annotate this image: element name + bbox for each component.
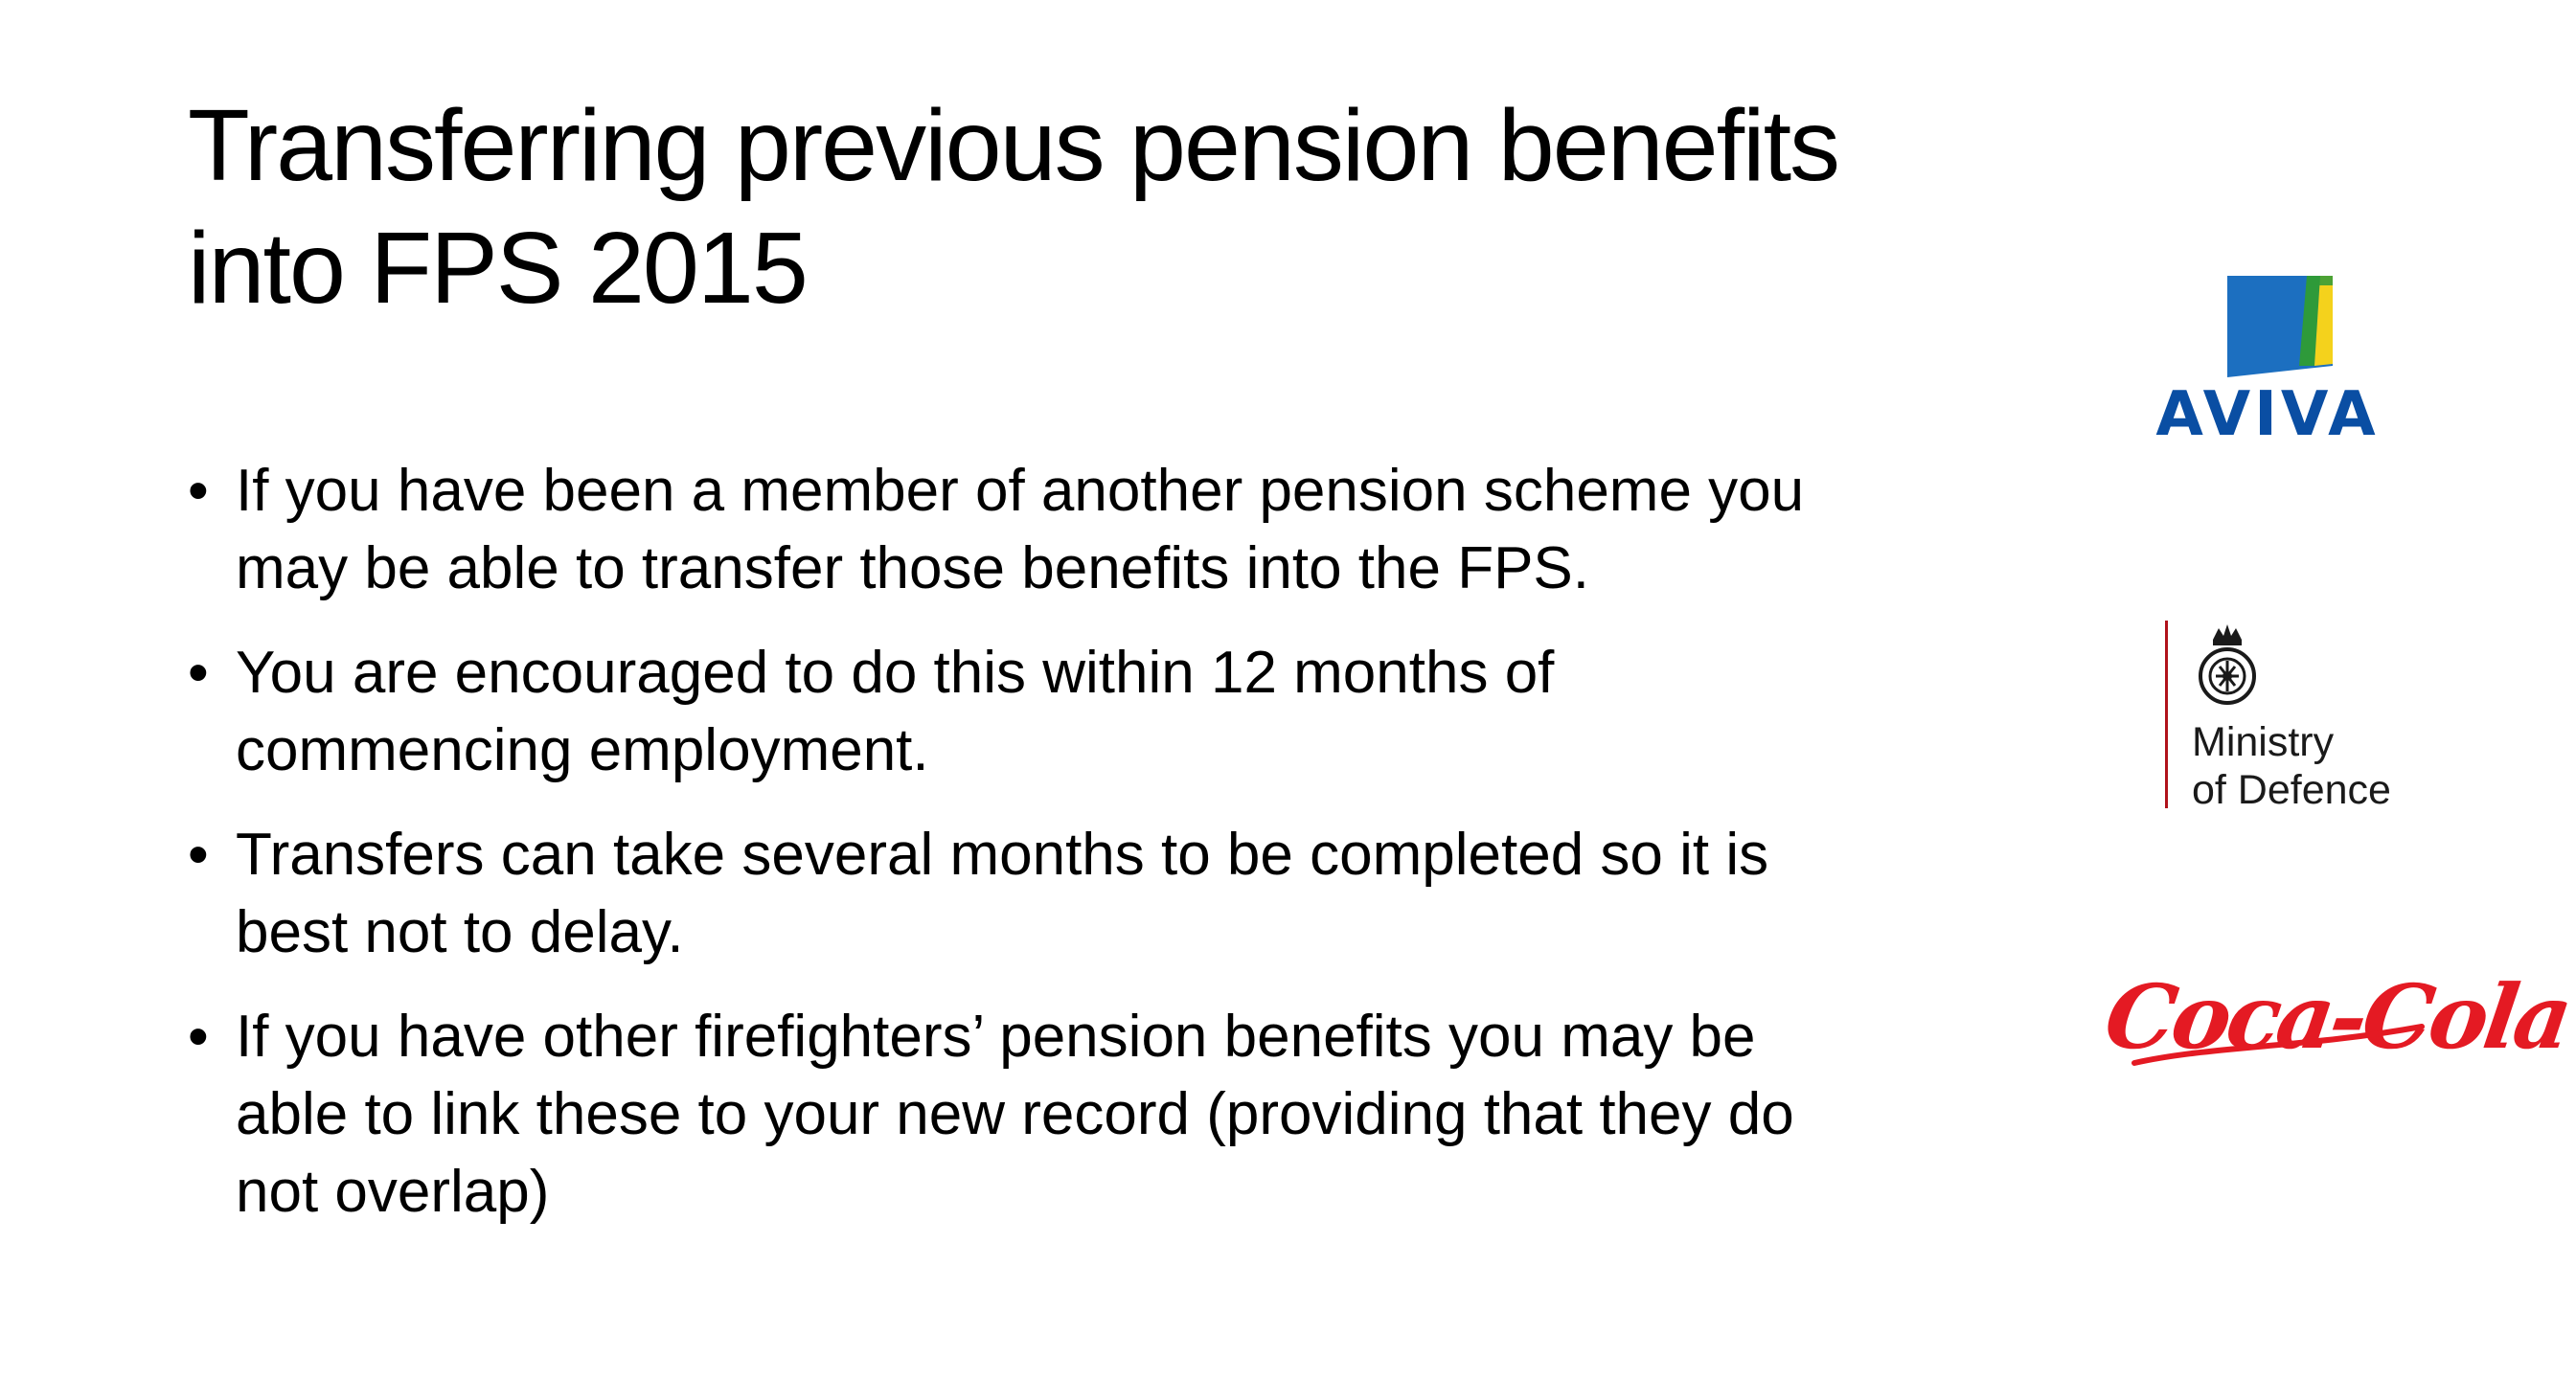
mod-line-1: Ministry (2192, 719, 2335, 765)
bullet-text: If you have other firefighters’ pension benefits you may be able to link these to your new record (providing that they do not overlap) (236, 1004, 1794, 1225)
coca-cola-swoosh-icon (2106, 960, 2431, 1084)
bullet-text: Transfers can take several months to be completed so it is best not to delay. (236, 822, 1769, 965)
bullet-item (188, 998, 1835, 1231)
bullet-text: You are encouraged to do this within 12 months of commencing employment. (236, 640, 1555, 783)
ministry-of-defence-logo (2165, 621, 2414, 812)
slide-title (188, 84, 2008, 329)
bullet-icon: • (188, 1004, 209, 1070)
mod-wordmark (2192, 718, 2391, 814)
mod-line-2: of Defence (2192, 767, 2391, 813)
bullet-item (188, 452, 1835, 607)
slide-title-line-2: into FPS 2015 (188, 212, 807, 325)
aviva-mark-icon (2138, 274, 2397, 379)
bullet-icon: • (188, 640, 209, 706)
bullet-item (188, 816, 1835, 971)
coca-cola-logo (2099, 960, 2575, 1084)
aviva-wordmark: AVIVA (2155, 379, 2380, 450)
ministry-of-defence-crest-icon (2194, 621, 2261, 709)
slide-title-line-1: Transferring previous pension benefits (188, 89, 1839, 202)
bullet-item (188, 634, 1835, 789)
aviva-logo (2138, 274, 2397, 450)
bullet-icon: • (188, 458, 209, 524)
bullet-icon: • (188, 822, 209, 888)
bullet-text: If you have been a member of another pension scheme you may be able to transfer those benefits into the FPS. (236, 458, 1805, 601)
mod-rule (2165, 621, 2171, 808)
coca-cola-wordmark: Coca-Cola (2099, 965, 2575, 1069)
aviva-mark-green-top (2307, 276, 2333, 285)
bullet-list (188, 452, 1835, 1257)
